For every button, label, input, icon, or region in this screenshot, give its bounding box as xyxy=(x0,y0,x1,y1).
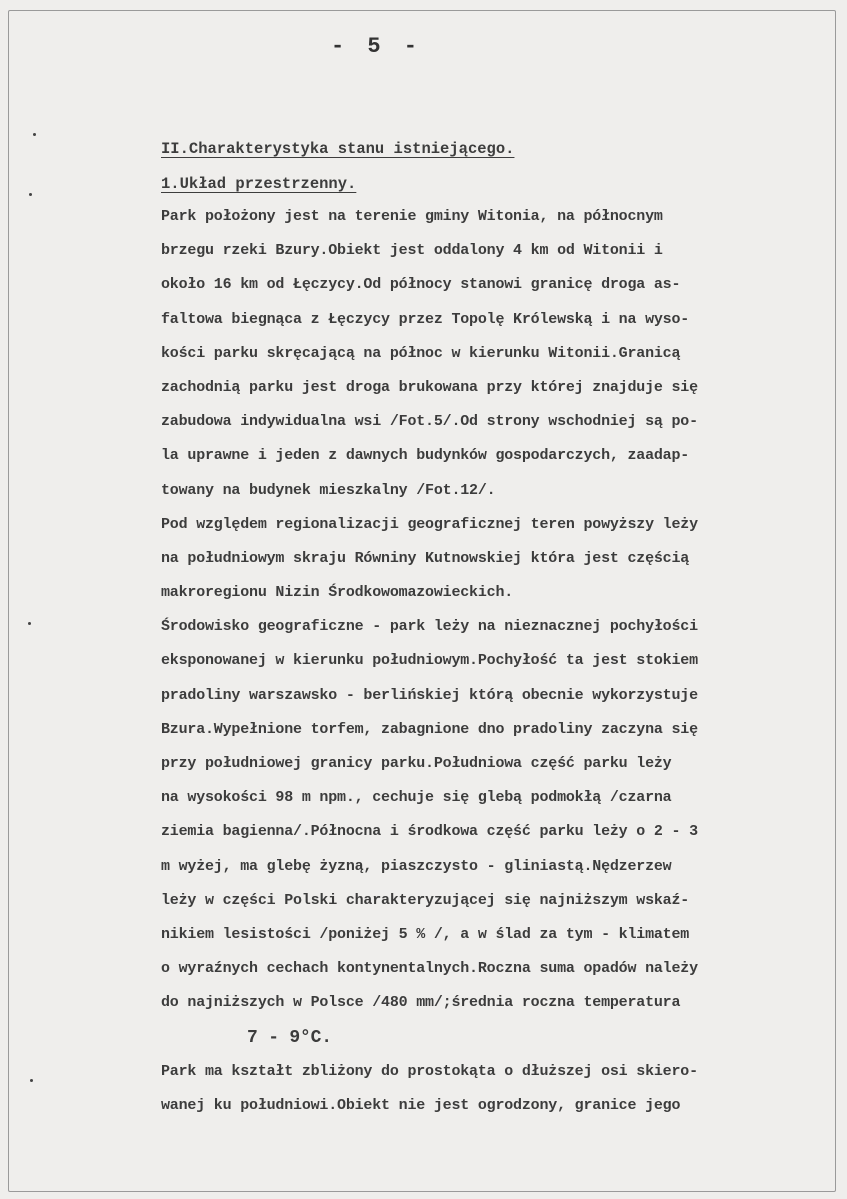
text-line: Środowisko geograficzne - park leży na nieznacznej pochyłości xyxy=(161,618,698,636)
text-line: makroregionu Nizin Środkowomazowieckich. xyxy=(161,584,514,602)
text-line: Park ma kształt zbliżony do prostokąta o dłuższej osi skiero- xyxy=(161,1062,698,1080)
text-line: kości parku skręcającą na północ w kierunku Witonii.Granicą xyxy=(161,344,681,362)
subsection-heading: 1.Układ przestrzenny. xyxy=(161,175,357,193)
section-heading: II.Charakterystyka stanu istniejącego. xyxy=(161,140,515,158)
text-line: przy południowej granicy parku.Południowa część parku leży xyxy=(161,755,672,772)
text-line: eksponowanej w kierunku południowym.Pochyłość ta jest stokiem xyxy=(161,652,698,670)
text-line: nikiem lesistości /poniżej 5 % /, a w ślad za tym - klimatem xyxy=(161,925,690,943)
text-line: m wyżej, ma glebę żyzną, piaszczysto - gliniastą.Nędzerzew xyxy=(161,857,672,875)
text-line: zachodnią parku jest droga brukowana przy której znajduje się xyxy=(161,378,698,396)
text-line: leży w części Polski charakteryzującej się najniższym wskaź- xyxy=(161,891,690,909)
margin-mark xyxy=(33,133,36,136)
text-line: Bzura.Wypełnione torfem, zabagnione dno pradoliny zaczyna się xyxy=(161,720,698,738)
margin-mark xyxy=(28,622,31,625)
text-line: zabudowa indywidualna wsi /Fot.5/.Od strony wschodniej są po- xyxy=(161,413,698,431)
text-line: pradoliny warszawsko - berlińskiej którą obecnie wykorzystuje xyxy=(161,686,698,704)
text-line: ziemia bagienna/.Północna i środkowa część parku leży o 2 - 3 xyxy=(161,823,698,841)
text-line: około 16 km od Łęczycy.Od północy stanowi granicę droga as- xyxy=(161,276,681,294)
text-line: brzegu rzeki Bzury.Obiekt jest oddalony 4 km od Witonii i xyxy=(161,242,663,260)
temperature-line: 7 - 9°C. xyxy=(247,1027,332,1048)
text-line: na południowym skraju Równiny Kutnowskiej która jest częścią xyxy=(161,549,690,567)
body-text xyxy=(161,200,811,1123)
text-line: faltowa biegnąca z Łęczycy przez Topolę Królewską i na wyso- xyxy=(161,310,690,328)
margin-mark xyxy=(29,193,32,196)
page-number: - 5 - xyxy=(331,34,423,59)
text-line: o wyraźnych cechach kontynentalnych.Roczna suma opadów należy xyxy=(161,960,698,978)
text-line: Park położony jest na terenie gminy Witonia, na północnym xyxy=(161,208,663,225)
text-line: do najniższych w Polsce /480 mm/;średnia roczna temperatura xyxy=(161,994,681,1012)
text-line: towany na budynek mieszkalny /Fot.12/. xyxy=(161,481,496,499)
text-line: wanej ku południowi.Obiekt nie jest ogrodzony, granice jego xyxy=(161,1096,681,1114)
text-line: la uprawne i jeden z dawnych budynków gospodarczych, zaadap- xyxy=(161,447,690,465)
text-line: Pod względem regionalizacji geograficznej teren powyższy leży xyxy=(161,515,698,533)
text-line: na wysokości 98 m npm., cechuje się glebą podmokłą /czarna xyxy=(161,789,672,807)
margin-mark xyxy=(30,1079,33,1082)
